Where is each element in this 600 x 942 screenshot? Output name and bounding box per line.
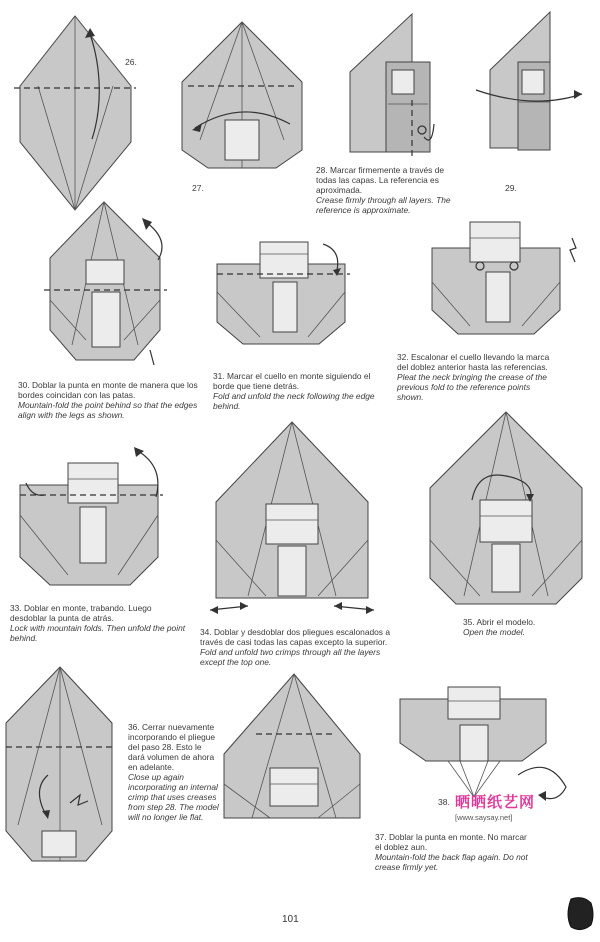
step-36-caption: 36. Cerrar nuevamente incorporando el pliegue del paso 28. Esto le dará volumen de ahora en adelante. Close up again incorporating an internal crimp that uses creases from step 28. The model will no longer lie flat. — [128, 722, 219, 822]
step-31-caption: 31. Marcar el cuello en monte siguiendo el borde que tiene detrás. Fold and unfold the neck following the edge behind. — [213, 371, 375, 411]
page-corner-tab — [565, 895, 595, 933]
step-35-caption: 35. Abrir el modelo. Open the model. — [463, 617, 536, 637]
step-28-caption: 28. Marcar firmemente a través de todas las capas. La referencia es aproximada. Crease firmly through all layers. The reference is approximate. — [316, 165, 451, 215]
diagram-step-35 — [428, 410, 588, 610]
step-34-caption: 34. Doblar y desdoblar dos pliegues escalonados a través de casi todas las capas excepto la superior. Fold and unfold two crimps through all the layers except the top one. — [200, 627, 390, 667]
site-watermark — [455, 791, 535, 822]
step-37-caption: 37. Doblar la punta en monte. No marcar el doblez aun. Mountain-fold the back flap again. Do not crease firmly yet. — [375, 832, 528, 872]
diagram-step-36 — [4, 665, 119, 865]
diagram-step-27 — [180, 20, 305, 170]
watermark-url: [www.saysay.net] — [455, 813, 513, 822]
step-32-caption: 32. Escalonar el cuello llevando la marca del doblez anterior hasta las referencias. Pleat the neck bringing the crease of the previous fold to the reference points shown. — [397, 352, 550, 402]
diagram-step-26 — [18, 14, 138, 214]
step-33-caption: 33. Doblar en monte, trabando. Luego desdoblar la punta de atrás. Lock with mountain folds. Then unfold the point behind. — [10, 603, 186, 643]
diagram-step-34 — [208, 420, 378, 620]
diagram-step-28 — [348, 12, 448, 162]
diagram-step-37 — [222, 672, 367, 822]
page-number: 101 — [282, 914, 299, 925]
step-26-number: 26. — [125, 57, 137, 67]
diagram-step-33 — [18, 445, 173, 595]
watermark-brand: 晒晒纸艺网 — [455, 793, 536, 811]
diagram-step-30 — [42, 200, 172, 368]
diagram-step-31 — [215, 232, 355, 352]
step-38-number: 38. — [438, 797, 450, 807]
diagram-step-32 — [430, 218, 585, 343]
step-30-caption: 30. Doblar la punta en monte de manera que los bordes coincidan con las patas. Mountain-fold the point behind so that the edges align with the legs as shown. — [18, 380, 198, 420]
step-29-number: 29. — [505, 183, 517, 193]
diagram-step-29 — [474, 10, 584, 160]
step-27-number: 27. — [192, 183, 204, 193]
